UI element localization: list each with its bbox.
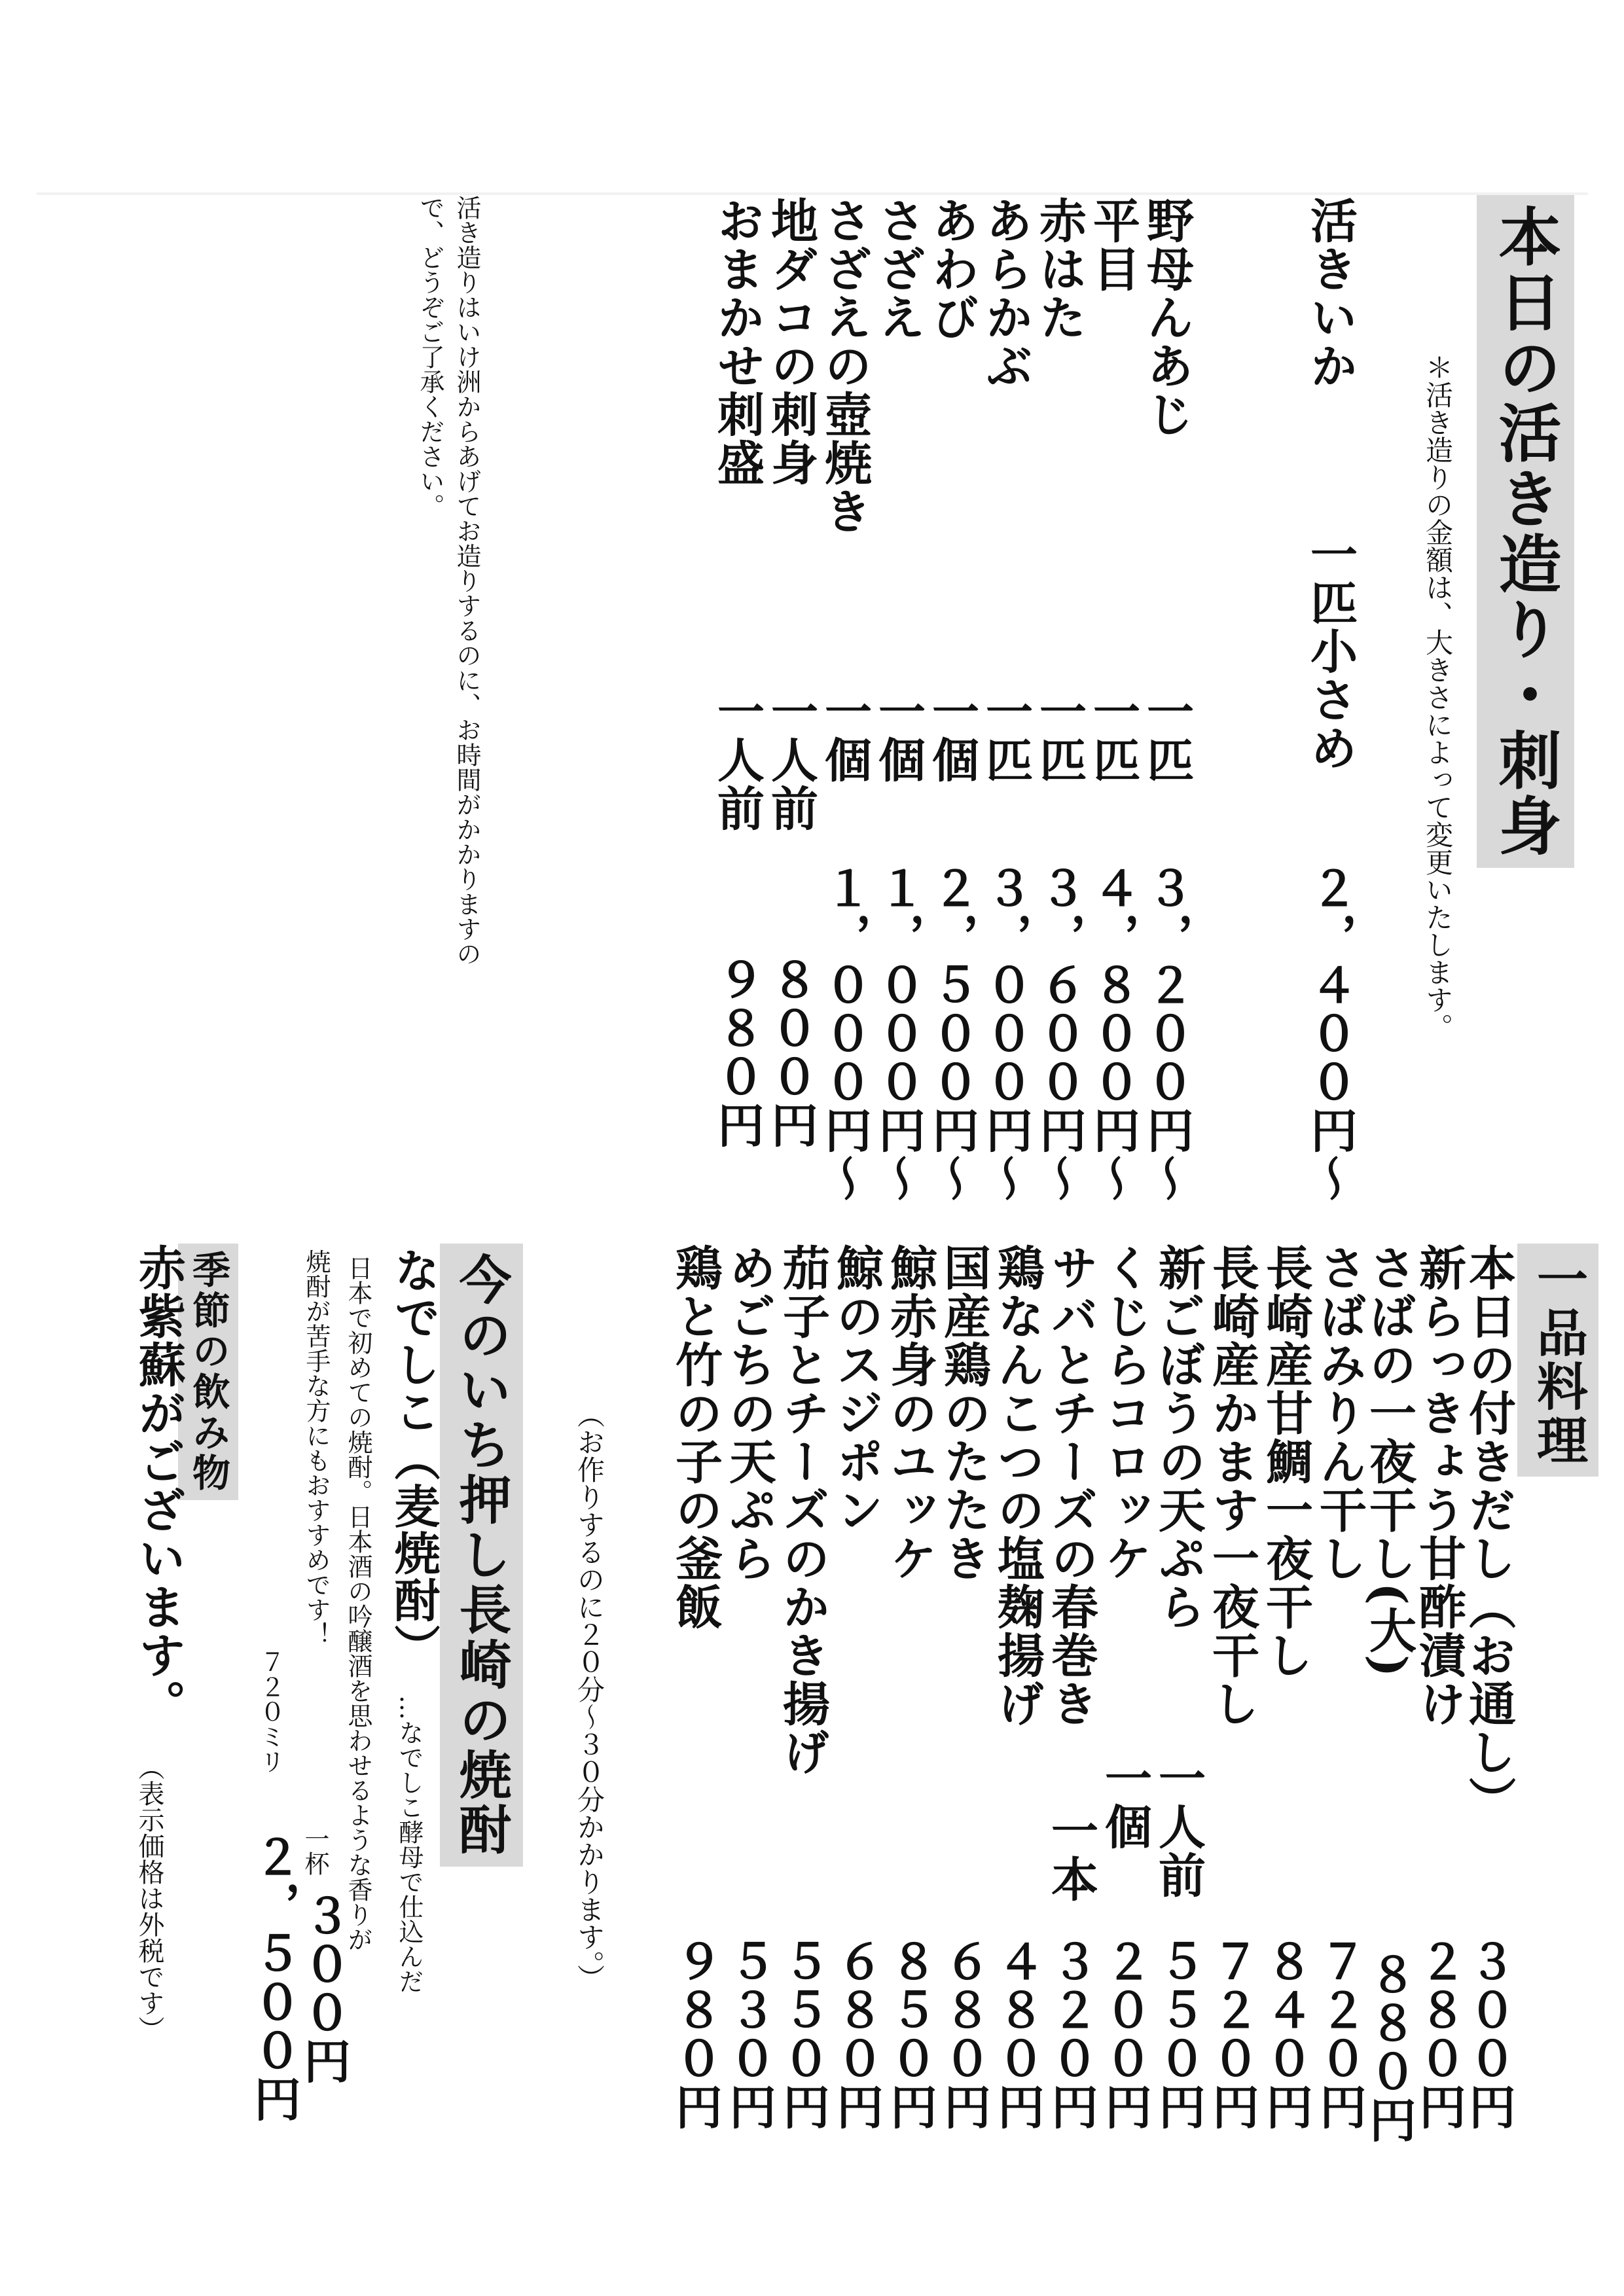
ippin-item-price: ８４０円 xyxy=(1258,1937,1314,2131)
sashimi-item-price: ２，５００円～ xyxy=(924,864,980,1203)
sashimi-item-name: 赤はた xyxy=(1032,196,1087,342)
shochu-glass-price: ３００円 xyxy=(296,1892,352,2085)
ippin-item-price: ８８０円 xyxy=(1362,1950,1417,2144)
shochu-bottle-label: ７２０ミリ xyxy=(256,1649,285,1774)
sashimi-item-price: １，０００円～ xyxy=(817,864,873,1203)
sashimi-item-name: おまかせ刺盛 xyxy=(710,196,765,487)
sashimi-item-price: ８００円 xyxy=(763,956,819,1149)
shochu-tagline: …なでしこ酵母で仕込んだ xyxy=(395,1695,424,1994)
sashimi-footnote: で、どうぞご了承ください。 xyxy=(416,195,444,518)
ippin-item-name: さばの一夜干し(大) xyxy=(1362,1244,1417,1679)
ippin-item-name: くじらコロッケ xyxy=(1097,1244,1153,1583)
ippin-item-price: ５５０円 xyxy=(775,1937,831,2131)
ippin-item-unit: 一人前 xyxy=(1151,1754,1206,1899)
seasonal-title: 季節の飲み物 xyxy=(178,1244,238,1500)
sashimi-item-name: あわび xyxy=(924,196,980,342)
shochu-bottle-price: ２，５００円 xyxy=(246,1833,302,2123)
sashimi-item-name: さざえ xyxy=(871,196,926,342)
sashimi-title: 本日の活き造り・刺身 xyxy=(1477,195,1574,868)
ippin-item-price: ８５０円 xyxy=(882,1937,938,2131)
ippin-item-unit: 一本 xyxy=(1043,1806,1099,1903)
sashimi-footnote: 活き造りはいけ洲からあげてお造りするのに、お時間がかかりますの xyxy=(452,195,481,966)
ippin-item-price: ４８０円 xyxy=(990,1937,1045,2131)
ippin-item-price: ５３０円 xyxy=(721,1937,777,2131)
ippin-item-name: 新らっきょう甘酢漬け xyxy=(1411,1244,1467,1728)
sashimi-item-unit: 一匹 xyxy=(978,687,1034,784)
sashimi-item-unit: 一匹 xyxy=(1032,687,1087,784)
ippin-item-name: 鯨のスジポン xyxy=(829,1244,884,1534)
ippin-item-price: ３２０円 xyxy=(1043,1937,1099,2131)
seasonal-text: 赤紫蘇がございます。 xyxy=(131,1244,187,1728)
ippin-item-price: ６８０円 xyxy=(936,1937,992,2131)
sashimi-item-name: さざえの壺焼き xyxy=(817,196,873,535)
ippin-item-name: 茄子とチーズのかき揚げ xyxy=(775,1244,831,1776)
shochu-desc: 焼酎が苦手な方にもおすすめです！ xyxy=(302,1249,331,1647)
ippin-item-price: ２００円 xyxy=(1097,1937,1153,2131)
ippin-item-name: 鯨赤身のユッケ xyxy=(882,1244,938,1583)
sashimi-item-unit: 一人前 xyxy=(710,687,765,833)
ippin-item-name: 鶏と竹の子の釜飯 xyxy=(668,1244,723,1631)
shochu-name: なでしこ（麦焼酎） xyxy=(387,1247,441,1671)
sashimi-item-price: ４，８００円～ xyxy=(1085,864,1141,1203)
shochu-desc: 日本で初めての焼酎。日本酒の吟醸酒を思わせるような香りが xyxy=(344,1255,372,1952)
sashimi-note: ＊活き造りの金額は、大きさによって変更いたします。 xyxy=(1422,353,1454,1041)
sashimi-item-price: ３，２００円～ xyxy=(1139,864,1195,1203)
sashimi-item-price: ３，６００円～ xyxy=(1032,864,1087,1203)
ippin-title: 一品料理 xyxy=(1517,1244,1598,1477)
sashimi-item-price: ３，０００円～ xyxy=(978,864,1034,1203)
ippin-item-name: めごちの天ぷら xyxy=(721,1244,777,1583)
kamameshi-note: （お作りするのに２０分～３０分かかります。） xyxy=(573,1401,605,1992)
sashimi-item-unit: 一人前 xyxy=(763,687,819,833)
ippin-item-name: 長崎産甘鯛一夜干し xyxy=(1258,1244,1314,1679)
shochu-title: 今のいち押し長崎の焼酎 xyxy=(440,1244,523,1867)
ippin-item-price: ２８０円 xyxy=(1411,1937,1467,2131)
ippin-item-price: ３００円 xyxy=(1461,1937,1517,2131)
shochu-glass-label: 一杯 xyxy=(300,1826,329,1876)
ippin-item-price: ９８０円 xyxy=(668,1937,723,2131)
ippin-item-name: 長崎産かます一夜干し xyxy=(1204,1244,1260,1728)
top-rule xyxy=(37,192,1588,195)
sashimi-item-price: １，０００円～ xyxy=(871,864,926,1203)
sashimi-item-name: 平目 xyxy=(1085,196,1141,293)
tax-note: （表示価格は外税です） xyxy=(134,1754,164,2042)
ippin-item-name: 鶏なんこつの塩麹揚げ xyxy=(990,1244,1045,1728)
sashimi-item-name: 地ダコの刺身 xyxy=(763,196,819,487)
sashimi-item-unit: 一匹 xyxy=(1085,687,1141,784)
sashimi-item-unit: 一匹小さめ xyxy=(1303,530,1358,772)
sashimi-item-name: 野母んあじ xyxy=(1139,196,1195,439)
ippin-item-price: ７２０円 xyxy=(1312,1937,1367,2131)
ippin-item-price: ７２０円 xyxy=(1204,1937,1260,2131)
sashimi-item-name: あらかぶ xyxy=(978,196,1034,390)
sashimi-item-price: ２，４００円～ xyxy=(1303,864,1358,1203)
ippin-item-price: ６８０円 xyxy=(829,1937,884,2131)
ippin-item-name: 国産鶏のたたき xyxy=(936,1244,992,1583)
ippin-item-unit: 一個 xyxy=(1097,1754,1153,1851)
sashimi-item-name: 活きいか xyxy=(1303,196,1358,390)
sashimi-item-unit: 一個 xyxy=(871,687,926,784)
sashimi-item-unit: 一個 xyxy=(924,687,980,784)
ippin-item-name: サバとチーズの春巻き xyxy=(1043,1244,1099,1728)
ippin-item-name: 新ごぼうの天ぷら xyxy=(1151,1244,1206,1631)
sashimi-item-unit: 一個 xyxy=(817,687,873,784)
ippin-item-name: さばみりん干し xyxy=(1312,1244,1367,1583)
sashimi-item-unit: 一匹 xyxy=(1139,687,1195,784)
ippin-item-name: 本日の付きだし（お通し） xyxy=(1461,1244,1517,1825)
sashimi-item-price: ９８０円 xyxy=(710,956,765,1149)
ippin-item-price: ５５０円 xyxy=(1151,1937,1206,2131)
